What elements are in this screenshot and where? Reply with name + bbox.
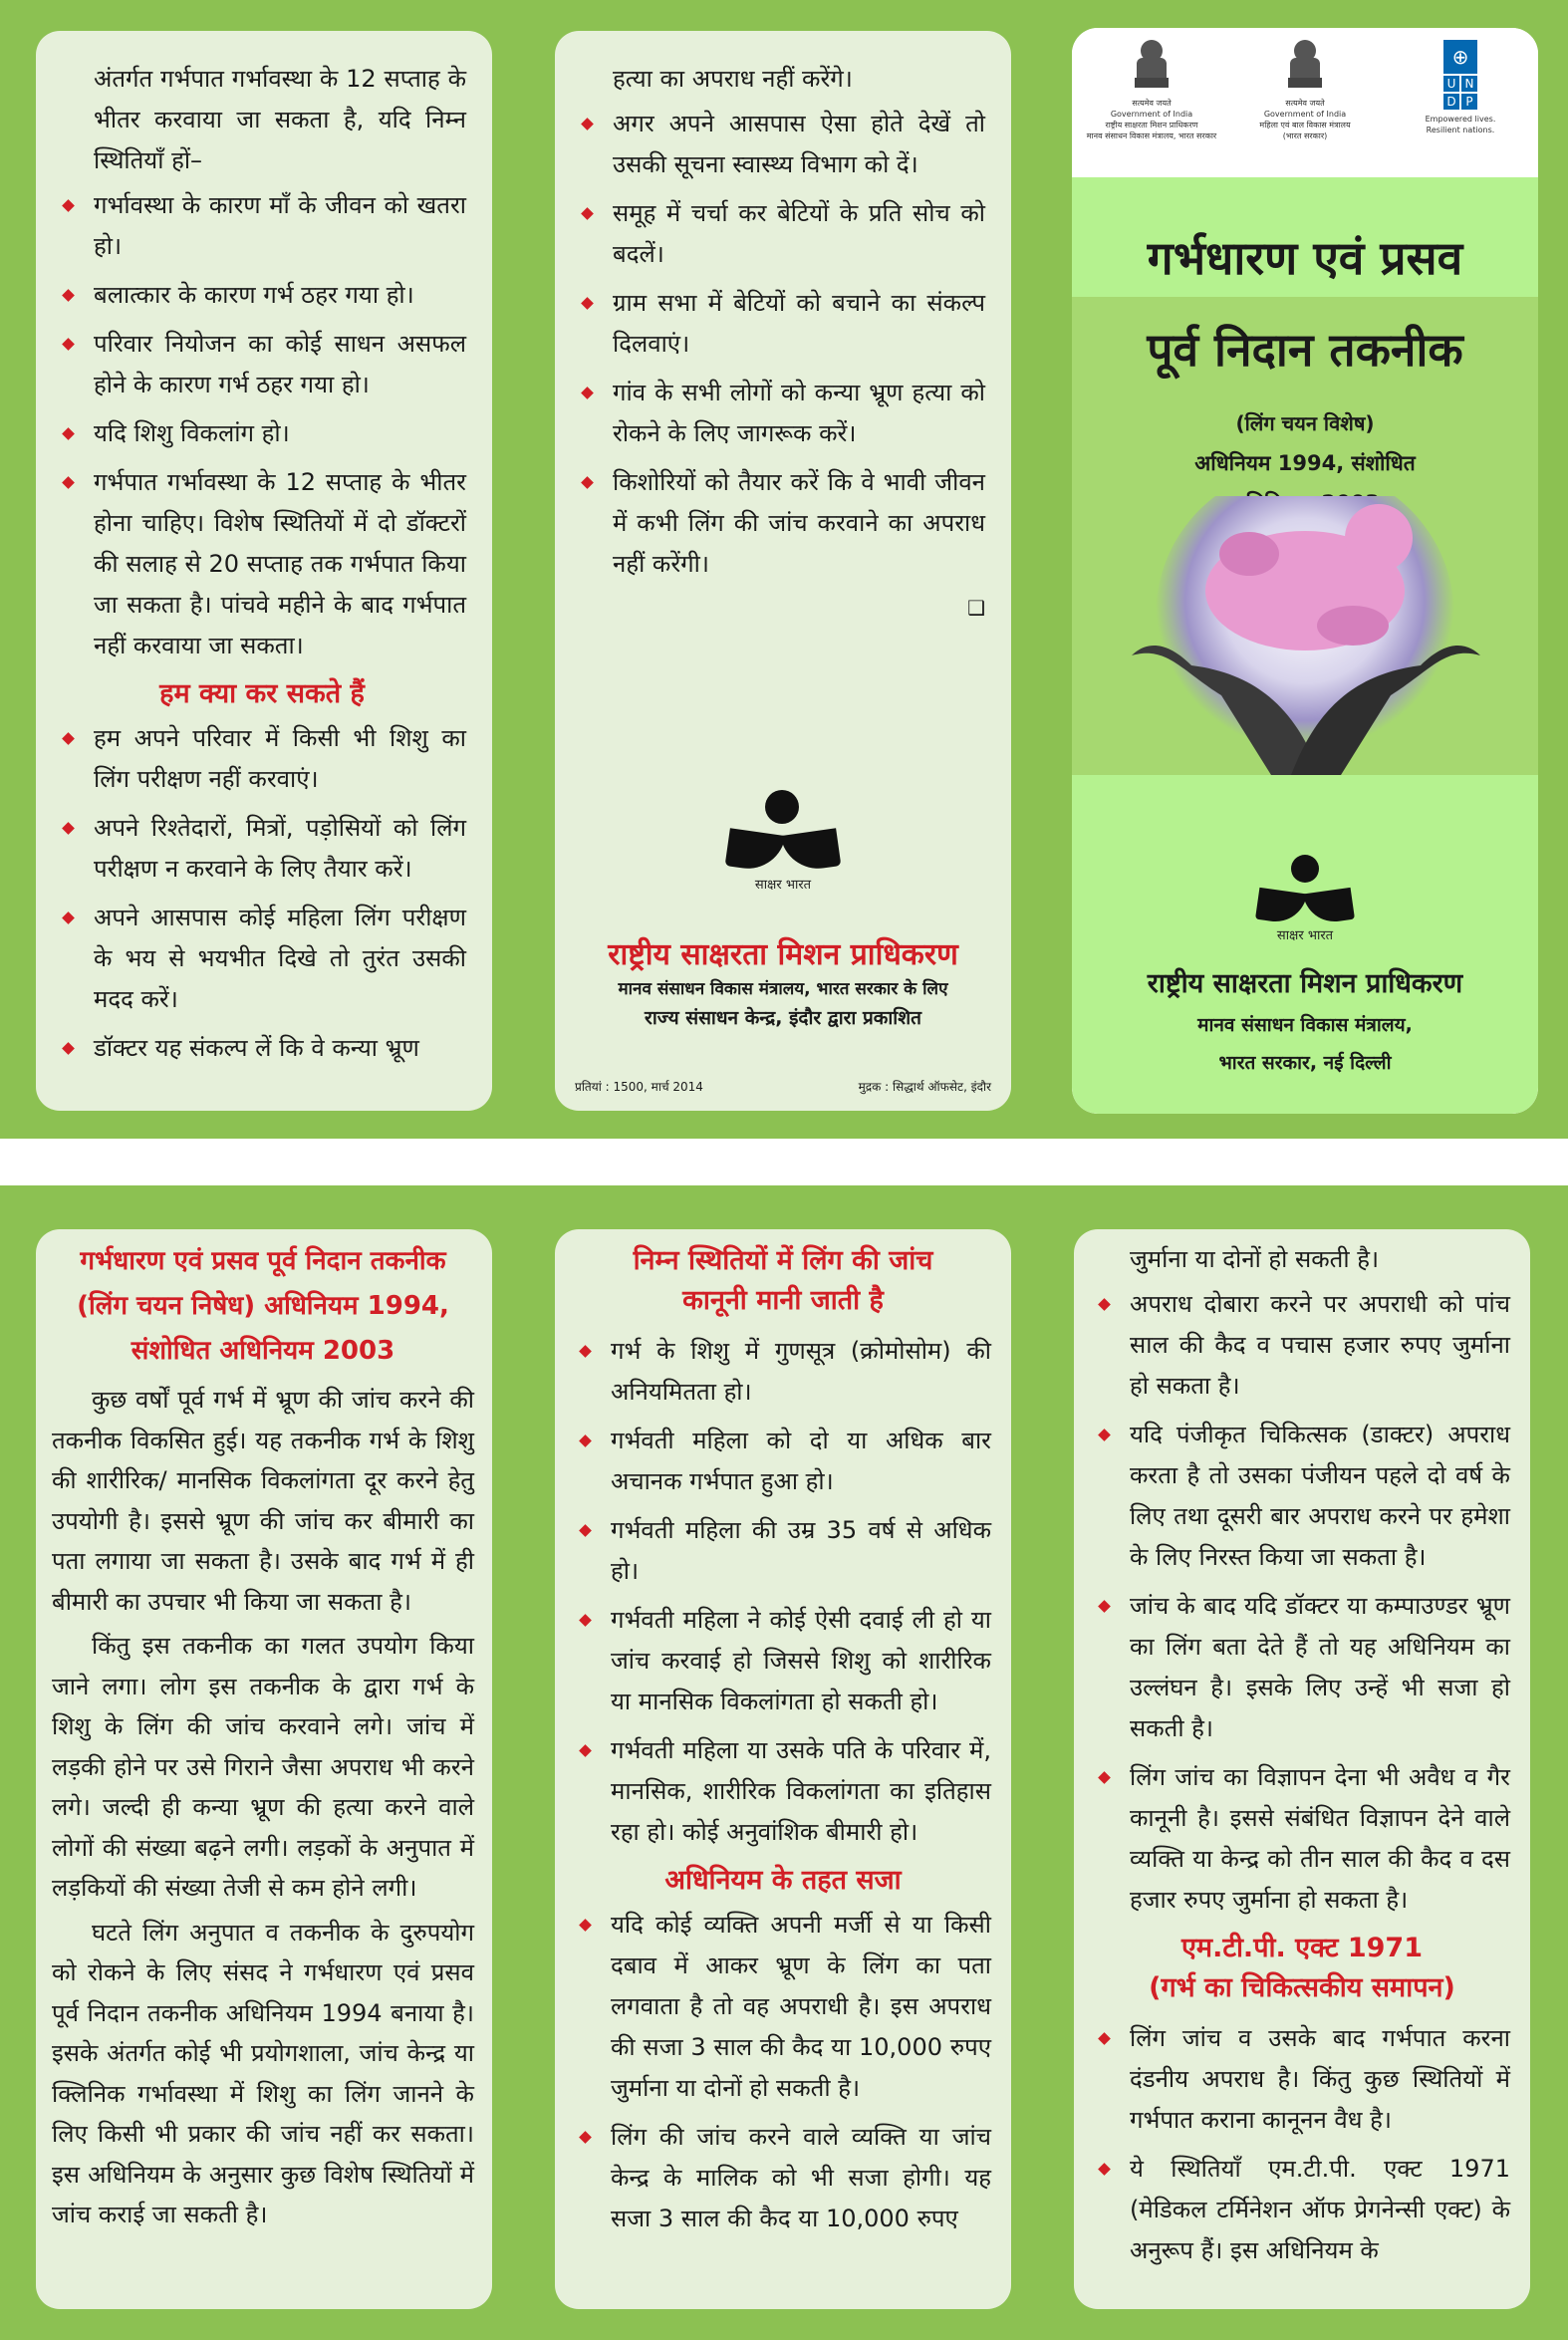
list-item: समूह में चर्चा कर बेटियों के प्रति सोच को बदलें। bbox=[577, 193, 985, 275]
logo-caption: साक्षर भारत bbox=[1276, 928, 1334, 943]
list-item: लिंग जांच का विज्ञापन देना भी अवैध व गैर कानूनी है। इससे संबंधित विज्ञापन देने वाले व्यक्ति या केन्द्र को तीन साल की कैद व दस हजार रुपए जुर्माना हो सकता है। bbox=[1094, 1757, 1510, 1921]
heading-line: एम.टी.पी. एक्ट 1971 bbox=[1181, 1933, 1423, 1963]
cover-title bbox=[1072, 212, 1538, 523]
undp-globe-icon: ⊕ bbox=[1443, 40, 1477, 74]
state-emblem-icon bbox=[1288, 40, 1322, 92]
bullet-list bbox=[575, 1331, 991, 1853]
section-heading: गर्भधारण एवं प्रसव पूर्व निदान तकनीक (लिंग चयन निषेध) अधिनियम 1994, संशोधित अधिनियम 2003 bbox=[77, 1246, 449, 1366]
list-item: गर्भवती महिला या उसके पति के परिवार में, मानसिक, शारीरिक विकलांगता का इतिहास रहा हो। कोई अनुवांशिक बीमारी हो। bbox=[575, 1730, 991, 1853]
org-name: राष्ट्रीय साक्षरता मिशन प्राधिकरण bbox=[1147, 968, 1463, 999]
list-item: लिंग जांच व उसके बाद गर्भपात करना दंडनीय अपराध है। किंतु कुछ स्थितियों में गर्भपात कराना कानूनन वैध है। bbox=[1094, 2018, 1510, 2141]
cover-publisher bbox=[1072, 962, 1538, 1082]
copies-info: प्रतियां : 1500, मार्च 2014 bbox=[575, 1080, 703, 1094]
bullet-list bbox=[58, 718, 466, 1069]
list-item: यदि शिशु विकलांग हो। bbox=[58, 413, 466, 454]
emblem-literacy-mission: सत्यमेव जयते Government of India राष्ट्रीय साक्षरता मिशन प्राधिकरण मानव संसाधन विकास मंत्रालय, भारत सरकार bbox=[1082, 40, 1221, 141]
panel-what-to-do bbox=[555, 31, 1011, 1111]
undp-letter: U bbox=[1443, 76, 1459, 92]
undp-logo: ⊕ U N D P Empowered lives. Resilient nations. bbox=[1391, 40, 1530, 135]
logo-caption: साक्षर भारत bbox=[754, 878, 812, 893]
list-item: गर्भवती महिला को दो या अधिक बार अचानक गर्भपात हुआ हो। bbox=[575, 1421, 991, 1502]
list-item: अपने आसपास कोई महिला लिंग परीक्षण के भय से भयभीत दिखे तो तुरंत उसकी मदद करें। bbox=[58, 898, 466, 1020]
list-item: डॉक्टर यह संकल्प लें कि वे कन्या भ्रूण bbox=[58, 1028, 466, 1069]
cover-subtitle-line: अधिनियम 1994, संशोधित bbox=[1194, 451, 1416, 475]
emblem-wcd-ministry: सत्यमेव जयते Government of India महिला एवं बाल विकास मंत्रालय (भारत सरकार) bbox=[1235, 40, 1375, 141]
saakshar-bharat-logo bbox=[1072, 855, 1538, 944]
list-item: परिवार नियोजन का कोई साधन असफल होने के कारण गर्भ ठहर गया हो। bbox=[58, 324, 466, 405]
panel-penalties-mtp-act bbox=[1074, 1229, 1530, 2309]
list-item: गांव के सभी लोगों को कन्या भ्रूण हत्या को रोकने के लिए जागरूक करें। bbox=[577, 373, 985, 454]
org-name: राष्ट्रीय साक्षरता मिशन प्राधिकरण bbox=[608, 937, 958, 972]
list-item: गर्भपात गर्भावस्था के 12 सप्ताह के भीतर होना चाहिए। विशेष स्थितियों में दो डॉक्टरों की सलाह से 20 सप्ताह तक गर्भपात किया जा सकता है। पांचवे महीने के बाद गर्भपात नहीं करवाया जा सकता। bbox=[58, 462, 466, 666]
panel-lead-text: हत्या का अपराध नहीं करेंगे। bbox=[613, 65, 853, 93]
undp-letter: P bbox=[1461, 94, 1477, 110]
org-line: भारत सरकार, नई दिल्ली bbox=[1218, 1052, 1392, 1074]
undp-letter: D bbox=[1443, 94, 1459, 110]
cover-subtitle-line: (लिंग चयन विशेष) bbox=[1235, 411, 1375, 435]
saakshar-bharat-logo bbox=[555, 788, 1011, 894]
list-item: गर्भ के शिशु में गुणसूत्र (क्रोमोसोम) की अनियमितता हो। bbox=[575, 1331, 991, 1413]
end-mark: ❑ bbox=[967, 596, 985, 620]
section-heading bbox=[1094, 1929, 1510, 2008]
bullet-list bbox=[577, 104, 985, 585]
list-item: अपने रिश्तेदारों, मित्रों, पड़ोसियों को लिंग परीक्षण न करवाने के लिए तैयार करें। bbox=[58, 808, 466, 890]
baby-in-hands-illustration bbox=[1072, 496, 1538, 775]
list-item: अगर अपने आसपास ऐसा होते देखें तो उसकी सूचना स्वास्थ्य विभाग को दें। bbox=[577, 104, 985, 185]
list-item: ये स्थितियाँ एम.टी.पी. एक्ट 1971 (मेडिकल टर्मिनेशन ऑफ प्रेगनेन्सी एक्ट) के अनुरूप हैं। इस अधिनियम के bbox=[1094, 2149, 1510, 2271]
section-heading: निम्न स्थितियों में लिंग की जांच कानूनी मानी जाती है bbox=[633, 1245, 933, 1316]
org-line: मानव संसाधन विकास मंत्रालय, भारत सरकार के लिए bbox=[618, 979, 948, 999]
list-item: हम अपने परिवार में किसी भी शिशु का लिंग परीक्षण नहीं करवाएं। bbox=[58, 718, 466, 800]
list-item: गर्भावस्था के कारण माँ के जीवन को खतरा हो। bbox=[58, 185, 466, 267]
list-item: यदि कोई व्यक्ति अपनी मर्जी से या किसी दबाव में आकर भ्रूण के लिंग का पता लगवाता है तो वह अपराधी है। इस अपराध की सजा 3 साल की कैद या 10,000 रुपए जुर्माना या दोनों हो सकती है। bbox=[575, 1905, 991, 2109]
paragraph: घटते लिंग अनुपात व तकनीक के दुरुपयोग को रोकने के लिए संसद ने गर्भधारण एवं प्रसव पूर्व निदान तकनीक अधिनियम 1994 बनाया है। इसके अंतर्गत कोई भी प्रयोगशाला, जांच केन्द्र या क्लिनिक गर्भावस्था में शिशु का लिंग जानने के लिए किसी भी प्रकार की जांच नहीं कर सकता। इस अधिनियम के अनुसार कुछ विशेष स्थितियों में जांच कराई जा सकती है। bbox=[52, 1918, 474, 2228]
bullet-list bbox=[575, 1905, 991, 2239]
panel-lead-text: जुर्माना या दोनों हो सकती है। bbox=[1130, 1245, 1380, 1273]
cover-title-line: पूर्व निदान तकनीक bbox=[1147, 323, 1463, 377]
bullet-list bbox=[1094, 1284, 1510, 1921]
cover-logo-strip bbox=[1072, 28, 1538, 177]
state-emblem-icon bbox=[1135, 40, 1169, 92]
paragraph: कुछ वर्षों पूर्व गर्भ में भ्रूण की जांच करने की तकनीक विकसित हुई। यह तकनीक गर्भ के शिशु की शारीरिक/ मानसिक विकलांगता दूर करने हेतु उपयोगी है। इससे भ्रूण की जांच कर बीमारी का पता लगाया जा सकता है। उसके बाद गर्भ में ही बीमारी का उपचार भी किया जा सकता है। bbox=[52, 1386, 474, 1616]
bullet-list bbox=[58, 185, 466, 666]
list-item: अपराध दोबारा करने पर अपराधी को पांच साल की कैद व पचास हजार रुपए जुर्माना हो सकता है। bbox=[1094, 1284, 1510, 1407]
bullet-list bbox=[1094, 2018, 1510, 2271]
brochure-cover bbox=[1072, 28, 1538, 1114]
org-line: मानव संसाधन विकास मंत्रालय, bbox=[1197, 1014, 1413, 1036]
org-line: राज्य संसाधन केन्द्र, इंदौर द्वारा प्रकाशित bbox=[645, 1007, 921, 1029]
list-item: ग्राम सभा में बेटियों को बचाने का संकल्प दिलवाएं। bbox=[577, 283, 985, 365]
list-item: जांच के बाद यदि डॉक्टर या कम्पाउण्डर भ्रूण का लिंग बता देते हैं तो यह अधिनियम का उल्लंघन है। इसके लिए उन्हें भी सजा हो सकती है। bbox=[1094, 1586, 1510, 1749]
printer-info: मुद्रक : सिद्धार्थ ऑफसेट, इंदौर bbox=[858, 1080, 991, 1094]
panel-legal-conditions bbox=[555, 1229, 1011, 2309]
cover-title-line: गर्भधारण एवं प्रसव bbox=[1147, 231, 1463, 285]
list-item: गर्भवती महिला ने कोई ऐसी दवाई ली हो या जांच करवाई हो जिससे शिशु को शारीरिक या मानसिक विकलांगता हो सकती हो। bbox=[575, 1600, 991, 1722]
list-item: बलात्कार के कारण गर्भ ठहर गया हो। bbox=[58, 275, 466, 316]
paragraph: किंतु इस तकनीक का गलत उपयोग किया जाने लगा। लोग इस तकनीक के द्वारा गर्भ के शिशु के लिंग की जांच करवाने लगे। जांच में लड़की होने पर उसे गिराने जैसा अपराध भी करने लगे। जल्दी ही कन्या भ्रूण की हत्या करने वाले लोगों की संख्या बढ़ने लगी। लड़कों के अनुपात में लड़कियों की संख्या तेजी से कम होने लगी। bbox=[52, 1632, 474, 1902]
section-heading: अधिनियम के तहत सजा bbox=[664, 1865, 902, 1896]
undp-letter: N bbox=[1461, 76, 1477, 92]
list-item: यदि पंजीकृत चिकित्सक (डाक्टर) अपराध करता है तो उसका पंजीयन पहले दो वर्ष के लिए तथा दूसरी बार अपराध करने पर हमेशा के लिए निरस्त किया जा सकता है। bbox=[1094, 1415, 1510, 1578]
panel-abortion-conditions bbox=[36, 31, 492, 1111]
list-item: गर्भवती महिला की उम्र 35 वर्ष से अधिक हो। bbox=[575, 1510, 991, 1592]
section-heading: हम क्या कर सकते हैं bbox=[159, 678, 365, 709]
list-item: किशोरियों को तैयार करें कि वे भावी जीवन में कभी लिंग की जांच करवाने का अपराध नहीं करेंगी। bbox=[577, 462, 985, 585]
panel-act-introduction bbox=[36, 1229, 492, 2309]
list-item: लिंग की जांच करने वाले व्यक्ति या जांच केन्द्र के मालिक को भी सजा होगी। यह सजा 3 साल की कैद या 10,000 रुपए bbox=[575, 2117, 991, 2239]
publisher-block bbox=[555, 935, 1011, 1033]
panel-lead-text: अंतर्गत गर्भपात गर्भावस्था के 12 सप्ताह के भीतर करवाया जा सकता है, यदि निम्न स्थितियाँ हों– bbox=[94, 65, 466, 174]
heading-line: (गर्भ का चिकित्सकीय समापन) bbox=[1149, 1972, 1455, 2003]
